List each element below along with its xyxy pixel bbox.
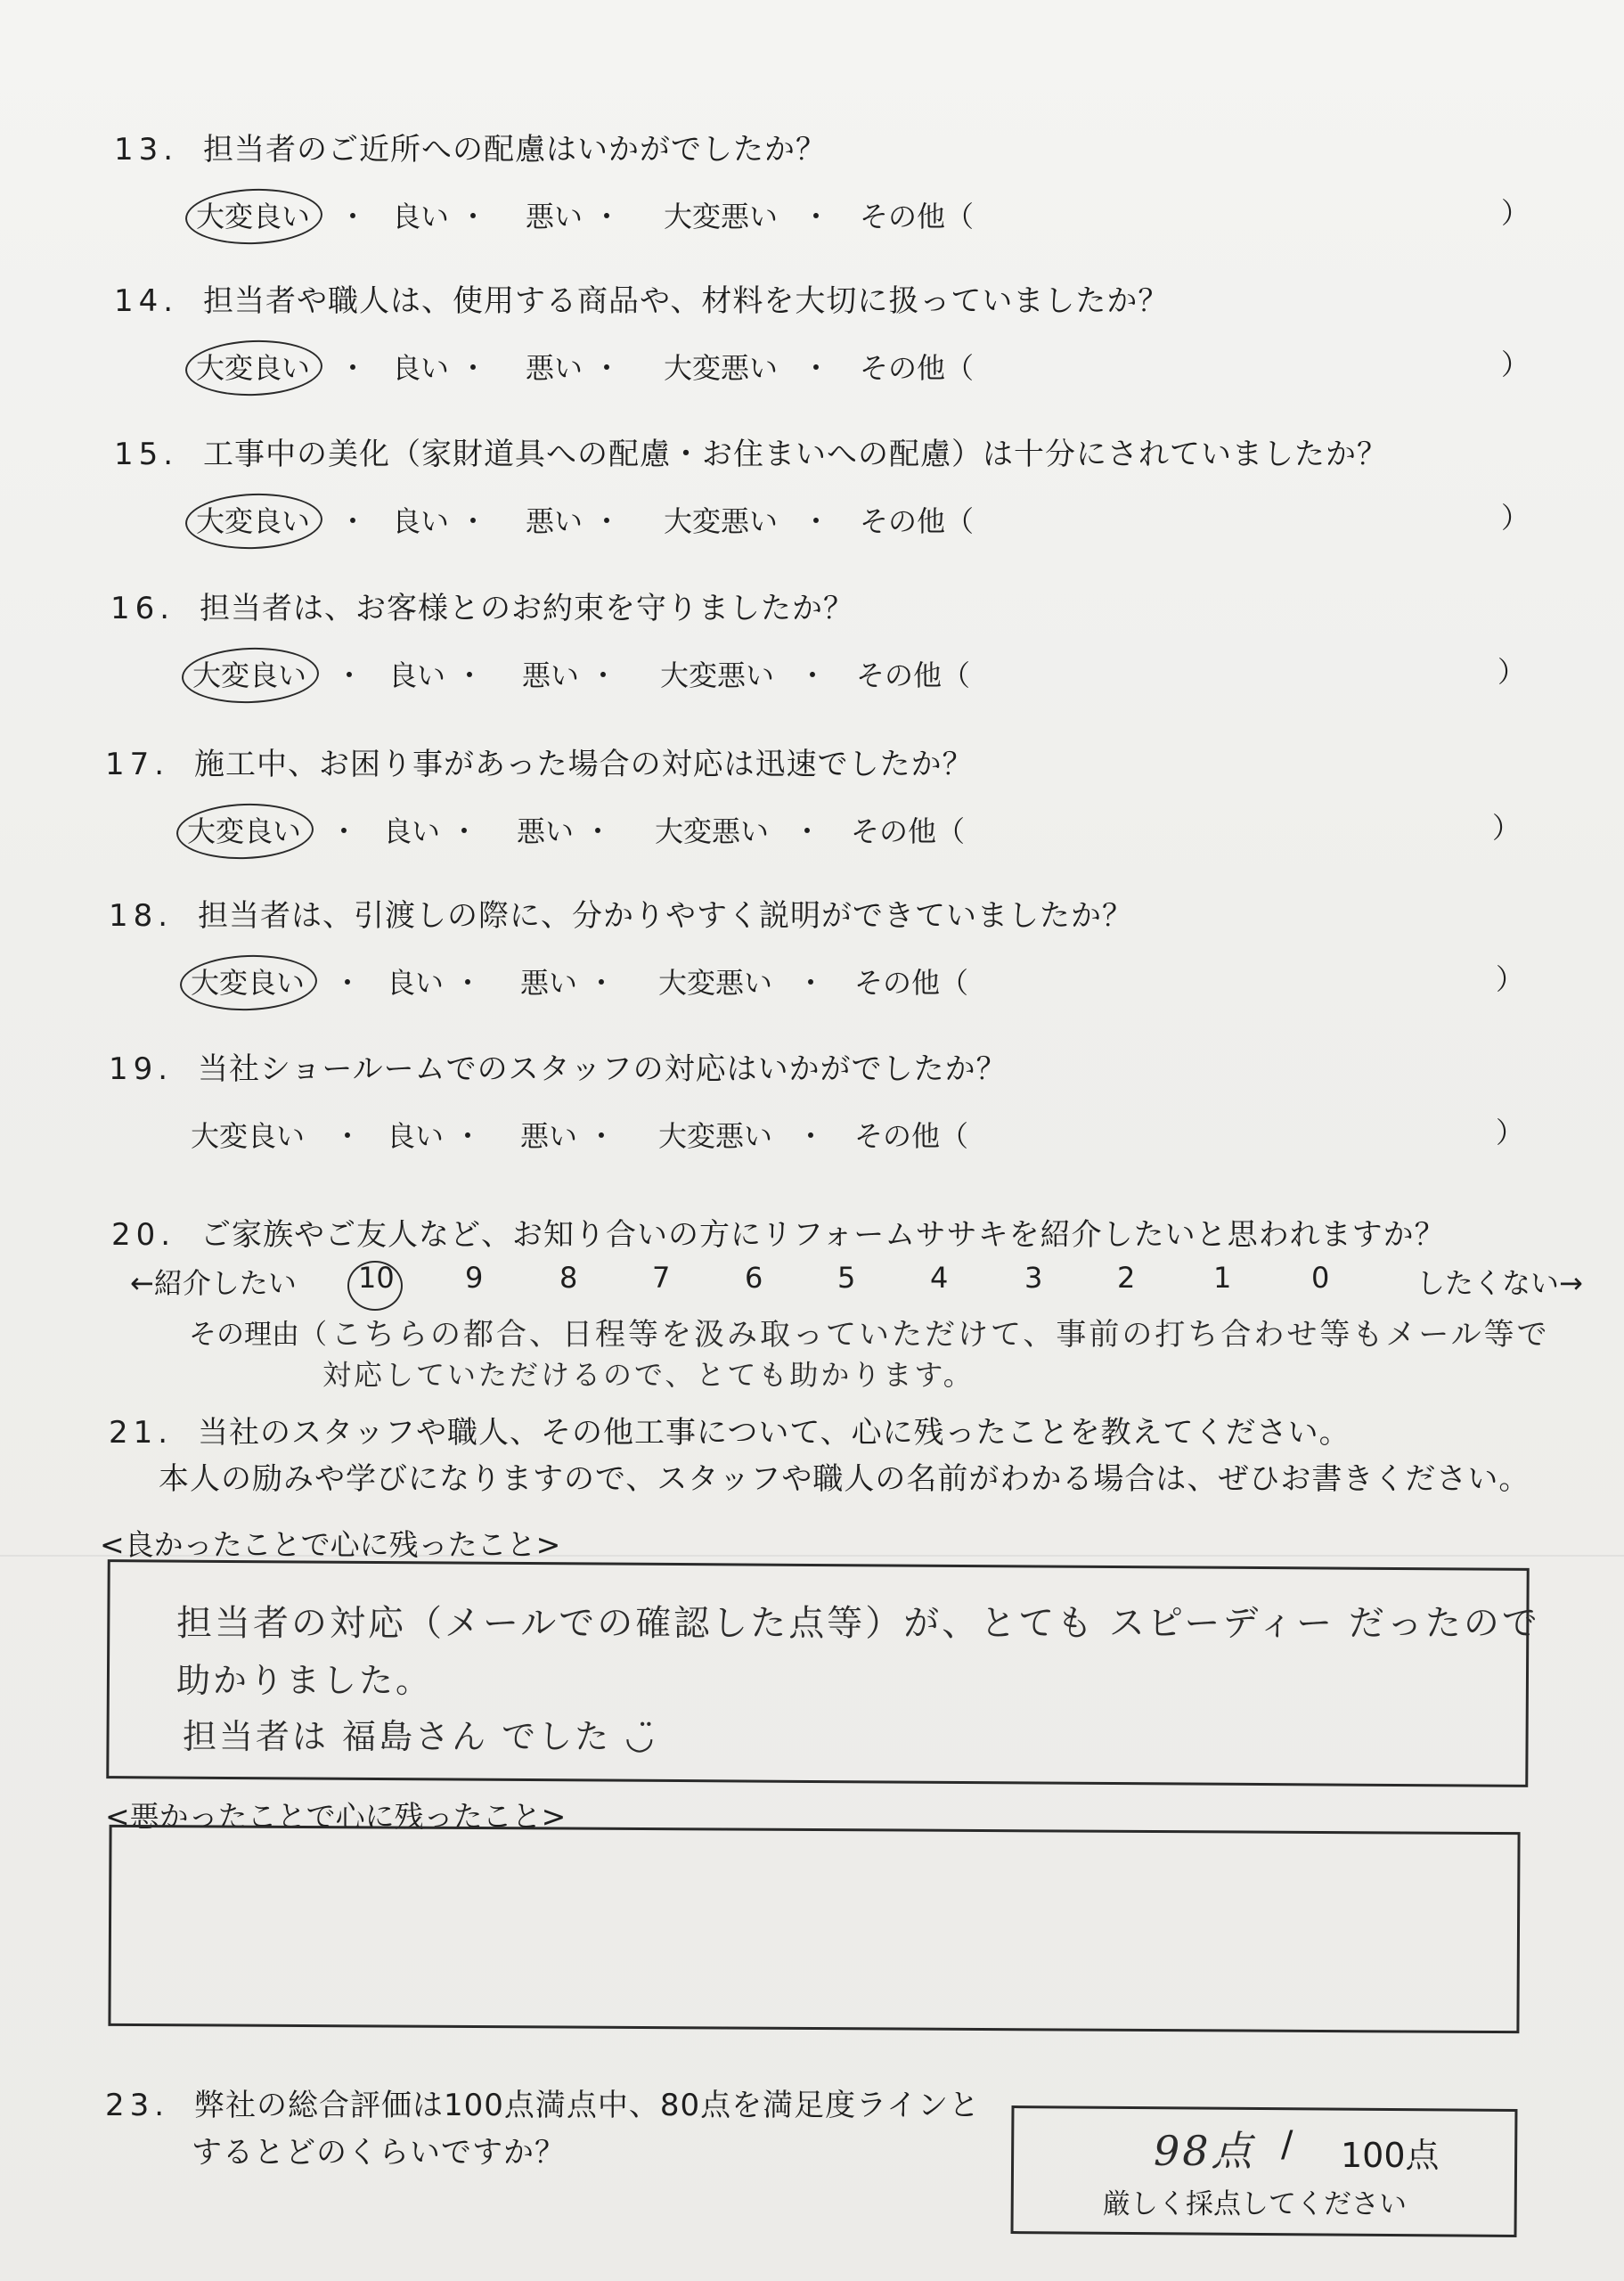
option-label: その他（ — [851, 814, 966, 848]
option-very-bad[interactable] — [664, 346, 778, 387]
option-separator: ・ — [796, 966, 826, 1000]
scale-value-label: 4 — [930, 1261, 949, 1295]
scale-value-label: 2 — [1117, 1261, 1136, 1295]
scale-value-label: 8 — [559, 1261, 578, 1295]
option-very-bad[interactable] — [664, 499, 778, 540]
option-other[interactable] — [860, 194, 974, 235]
option-other[interactable] — [860, 499, 974, 540]
option-other[interactable] — [854, 961, 968, 1002]
option-separator: ・ — [592, 200, 622, 233]
reason-handwriting-1: こちらの都合、日程等を汲み取っていただけて、事前の打ち合わせ等もメール等で — [331, 1317, 1550, 1353]
scale-value-label: 1 — [1213, 1261, 1232, 1295]
scale-value-3[interactable] — [1024, 1261, 1042, 1295]
selection-circle — [175, 801, 314, 861]
option-separator: ・ — [798, 658, 828, 692]
option-good[interactable] — [387, 961, 444, 1002]
option-very-bad[interactable] — [655, 809, 769, 850]
scale-value-label: 10 — [358, 1261, 395, 1295]
option-bad[interactable] — [520, 961, 577, 1002]
option-label: 大変悪い — [658, 966, 773, 1000]
option-label: 大変良い — [196, 200, 311, 233]
question-18 — [109, 891, 1133, 935]
option-label: 悪い — [526, 200, 583, 233]
scale-value-label: 3 — [1024, 1261, 1043, 1295]
scale-value-7[interactable] — [652, 1261, 670, 1295]
answer-options — [187, 802, 1577, 855]
option-separator: ・ — [339, 504, 368, 538]
question-text: 担当者は、引渡しの際に、分かりやすく説明ができていましたか？ — [198, 898, 1133, 934]
option-separator: ・ — [802, 200, 831, 233]
question-21 — [109, 1408, 1351, 1451]
option-other[interactable] — [856, 653, 970, 694]
scale-value-5[interactable] — [837, 1261, 855, 1295]
option-separator: ・ — [330, 814, 359, 848]
option-very-bad[interactable] — [664, 194, 778, 235]
good-memory-line-1: 担当者の対応（メールでの確認した点等）が、とても スピーディー だったので — [176, 1603, 1540, 1644]
option-separator: ・ — [459, 504, 488, 538]
question-23-subtext: するとどのくらいですか？ — [192, 2135, 566, 2171]
option-very-bad[interactable] — [658, 1114, 772, 1155]
option-separator: ・ — [587, 966, 616, 1000]
option-very-bad[interactable] — [660, 653, 774, 694]
option-bad[interactable] — [526, 346, 583, 387]
option-label: 良い — [387, 1119, 445, 1153]
recommend-scale — [125, 1261, 1583, 1305]
scale-value-1[interactable] — [1213, 1261, 1231, 1295]
score-slash: / — [1281, 2124, 1293, 2165]
bad-memory-label: <悪かったことで心に残ったこと> — [105, 1799, 567, 1834]
option-label: 大変悪い — [658, 1119, 773, 1153]
option-label: その他（ — [860, 504, 975, 538]
option-label: 大変良い — [187, 814, 302, 848]
option-very-good[interactable] — [191, 1114, 305, 1155]
scale-value-9[interactable] — [465, 1261, 483, 1295]
option-label: 大変良い — [192, 658, 307, 692]
scale-value-10[interactable] — [358, 1261, 395, 1295]
option-separator: ・ — [450, 814, 479, 848]
good-memory-line-3: 担当者は 福島さん でした ◡̈ — [183, 1717, 657, 1756]
option-separator: ・ — [453, 966, 483, 1000]
scale-value-2[interactable] — [1117, 1261, 1135, 1295]
option-label: 大変悪い — [660, 658, 775, 692]
question-text: ご家族やご友人など、お知り合いの方にリフォームササキを紹介したいと思われますか？ — [200, 1217, 1446, 1253]
other-close-paren: ） — [1496, 962, 1525, 996]
question-text: 担当者は、お客様とのお約束を守りましたか？ — [200, 591, 854, 626]
bad-memory-box — [108, 1825, 1520, 2033]
question-number: 13. — [114, 132, 179, 168]
scale-value-0[interactable] — [1311, 1261, 1329, 1295]
other-close-paren: ） — [1501, 196, 1530, 230]
option-separator: ・ — [589, 658, 618, 692]
option-label: 大変悪い — [664, 504, 779, 538]
scale-value-6[interactable] — [745, 1261, 763, 1295]
option-separator: ・ — [802, 504, 831, 538]
option-label: 大変悪い — [664, 200, 779, 233]
option-separator: ・ — [592, 504, 622, 538]
option-very-good[interactable] — [196, 499, 310, 540]
option-other[interactable] — [860, 346, 974, 387]
option-label: 悪い — [526, 351, 583, 385]
question-text: 施工中、お困り事があった場合の対応は迅速でしたか？ — [194, 747, 974, 782]
answer-options — [196, 187, 1586, 241]
question-number: 20. — [111, 1217, 176, 1253]
answer-options — [191, 1107, 1580, 1160]
option-separator: ・ — [455, 658, 485, 692]
option-separator: ・ — [333, 966, 363, 1000]
selection-circle — [184, 338, 323, 397]
question-14 — [114, 276, 1169, 320]
option-label: 悪い — [526, 504, 583, 538]
other-close-paren: ） — [1501, 501, 1530, 535]
question-text: 当社ショールームでのスタッフの対応はいかがでしたか？ — [198, 1051, 1008, 1087]
selection-circle — [179, 952, 318, 1012]
question-20 — [111, 1210, 1446, 1254]
option-label: その他（ — [854, 966, 969, 1000]
option-label: 良い — [388, 658, 446, 692]
other-close-paren: ） — [1492, 811, 1522, 845]
question-text: 担当者や職人は、使用する商品や、材料を大切に扱っていましたか？ — [203, 283, 1170, 319]
option-very-good[interactable] — [192, 653, 306, 694]
option-good[interactable] — [388, 653, 445, 694]
option-label: その他（ — [860, 200, 975, 233]
option-label: 大変良い — [196, 504, 311, 538]
other-close-paren: ） — [1498, 655, 1527, 689]
option-label: 大変良い — [191, 966, 306, 1000]
scale-right-label: したくない→ — [1416, 1266, 1583, 1300]
option-separator: ・ — [587, 1119, 616, 1153]
question-number: 18. — [109, 898, 174, 934]
option-very-good[interactable] — [196, 194, 310, 235]
option-label: 良い — [392, 351, 450, 385]
option-label: その他（ — [854, 1119, 969, 1153]
question-16 — [110, 584, 854, 627]
option-label: その他（ — [860, 351, 975, 385]
score-note: 厳しく採点してください — [1103, 2188, 1407, 2220]
option-very-good[interactable] — [187, 809, 301, 850]
answer-options — [196, 339, 1586, 392]
question-number: 17. — [105, 747, 170, 782]
scale-value-4[interactable] — [930, 1261, 948, 1295]
scale-left-label: ←紹介したい — [130, 1266, 297, 1300]
selection-circle — [184, 491, 323, 551]
option-very-good[interactable] — [191, 961, 305, 1002]
reason-handwriting-2: 対応していただけるので、とても助かります。 — [322, 1358, 975, 1392]
option-good[interactable] — [387, 1114, 444, 1155]
answer-options — [192, 646, 1582, 699]
question-number: 21. — [109, 1415, 174, 1451]
option-label: 良い — [392, 200, 450, 233]
option-label: 大変悪い — [655, 814, 770, 848]
good-memory-line-2: 助かりました。 — [176, 1661, 433, 1700]
answer-options — [196, 492, 1586, 545]
option-label: 大変良い — [191, 1119, 306, 1153]
option-separator: ・ — [459, 351, 488, 385]
answer-options — [191, 953, 1580, 1007]
scale-value-label: 5 — [837, 1261, 856, 1295]
question-text: 当社のスタッフや職人、その他工事について、心に残ったことを教えてください。 — [198, 1415, 1351, 1451]
option-label: その他（ — [856, 658, 971, 692]
question-number: 19. — [109, 1051, 174, 1087]
option-label: 悪い — [520, 966, 578, 1000]
option-label: 大変良い — [196, 351, 311, 385]
option-separator: ・ — [583, 814, 613, 848]
option-label: 悪い — [520, 1119, 578, 1153]
option-other[interactable] — [851, 809, 965, 850]
option-separator: ・ — [802, 351, 831, 385]
reason-label: その理由（ — [189, 1319, 327, 1351]
option-bad[interactable] — [522, 653, 579, 694]
option-good[interactable] — [392, 499, 449, 540]
option-bad[interactable] — [526, 499, 583, 540]
scale-value-label: 7 — [652, 1261, 671, 1295]
question-15 — [114, 429, 1388, 473]
score-max: 100点 — [1341, 2136, 1440, 2175]
scale-value-label: 6 — [745, 1261, 763, 1295]
option-label: 大変悪い — [664, 351, 779, 385]
selection-circle — [181, 645, 320, 705]
other-close-paren: ） — [1496, 1116, 1525, 1149]
question-21-subtext: 本人の励みや学びになりますので、スタッフや職人の名前がわかる場合は、ぜひお書きください。 — [159, 1461, 1530, 1497]
option-separator: ・ — [796, 1119, 826, 1153]
option-separator: ・ — [339, 351, 368, 385]
scale-value-label: 0 — [1311, 1261, 1330, 1295]
option-separator: ・ — [339, 200, 368, 233]
option-separator: ・ — [592, 351, 622, 385]
option-other[interactable] — [854, 1114, 968, 1155]
selection-circle — [184, 186, 323, 246]
score-value: 98点 — [1154, 2127, 1255, 2175]
question-number: 15. — [114, 437, 179, 472]
question-17 — [105, 740, 974, 783]
scale-value-label: 9 — [465, 1261, 484, 1295]
option-very-bad[interactable] — [658, 961, 772, 1002]
option-good[interactable] — [392, 346, 449, 387]
option-separator: ・ — [335, 658, 364, 692]
option-separator: ・ — [793, 814, 822, 848]
option-bad[interactable] — [520, 1114, 577, 1155]
question-number: 23. — [105, 2088, 170, 2123]
option-good[interactable] — [392, 194, 449, 235]
option-label: 良い — [392, 504, 450, 538]
option-bad[interactable] — [526, 194, 583, 235]
option-label: 悪い — [522, 658, 580, 692]
option-very-good[interactable] — [196, 346, 310, 387]
question-13 — [114, 125, 827, 168]
option-separator: ・ — [459, 200, 488, 233]
option-separator: ・ — [333, 1119, 363, 1153]
option-separator: ・ — [453, 1119, 483, 1153]
good-memory-label: <良かったことで心に残ったこと> — [100, 1527, 561, 1562]
option-label: 良い — [387, 966, 445, 1000]
scale-value-8[interactable] — [559, 1261, 577, 1295]
question-number: 16. — [110, 591, 175, 626]
question-text: 担当者のご近所への配慮はいかがでしたか？ — [203, 132, 827, 168]
option-label: 良い — [383, 814, 441, 848]
question-23 — [105, 2081, 980, 2124]
question-text: 工事中の美化（家財道具への配慮・お住まいへの配慮）は十分にされていましたか？ — [203, 437, 1388, 472]
option-good[interactable] — [383, 809, 440, 850]
option-bad[interactable] — [517, 809, 574, 850]
other-close-paren: ） — [1501, 347, 1530, 381]
selection-circle — [347, 1261, 403, 1311]
question-number: 14. — [114, 283, 179, 319]
question-text: 弊社の総合評価は100点満点中、80点を満足度ラインと — [194, 2088, 981, 2123]
question-19 — [109, 1044, 1008, 1088]
option-label: 悪い — [517, 814, 575, 848]
